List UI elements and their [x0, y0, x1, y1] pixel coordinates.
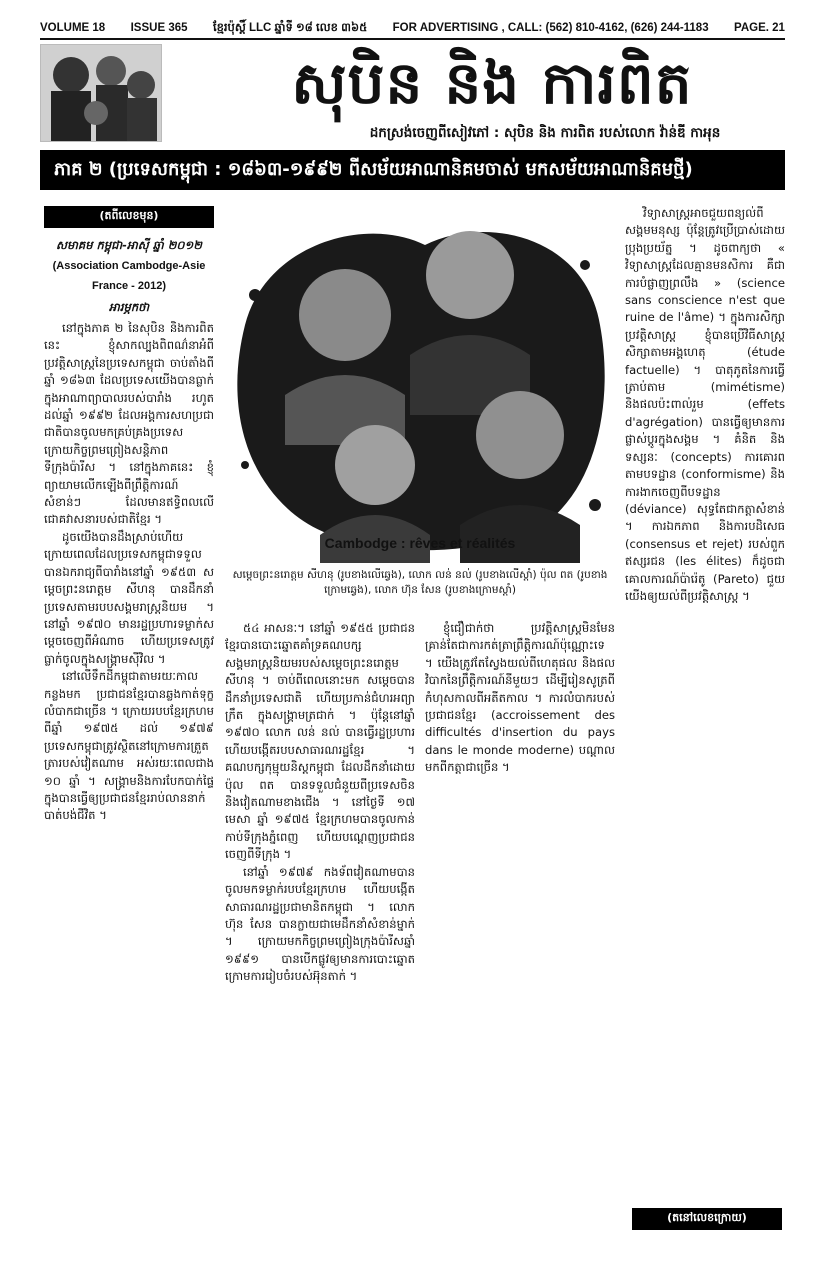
middle-column [225, 620, 415, 1235]
masthead-subtitle: ដកស្រង់ចេញពីសៀវភៅ : សុបិន និង ការពិត របស់លោក វ៉ាន់ឌី កាអុន [369, 125, 721, 141]
continued-from-label: (តពីលេខមុន) [44, 206, 214, 228]
association-fr-line2: France - 2012) [92, 280, 166, 292]
preface-heading: អារម្ភកថា [108, 300, 150, 314]
middle-paragraph: ៥៤ អាសនៈ។ នៅឆ្នាំ ១៩៥៥ ប្រជាជនខ្មែរបានបោះឆ្នោតគាំទ្រគណបក្សសង្គមរាស្ត្រនិយមរបស់សម្តេចព្រះនរោត្តម សីហនុ ។ ចាប់ពីពេលនោះមក សម្តេចបានដឹកនាំប្រទេសជាតិ ហើយប្រកាន់ជំហរអព្យាក្រឹត ក្នុងសង្គ្រាមត្រជាក់ ។ ប៉ុន្តែនៅឆ្នាំ ១៩៧០ លោក លន់ នល់ បានធ្វើរដ្ឋប្រហារ ហើយបង្កើតរបបសាធារណរដ្ឋខ្មែរ ។ គណបក្សកុម្មុយនិស្តកម្ពុជា ដែលដឹកនាំដោយ ប៉ុល ពត បានទទួលជំនួយពីប្រទេសចិន និងវៀតណាមខាងជើង ។ នៅថ្ងៃទី ១៧ មេសា ឆ្នាំ ១៩៧៥ ខ្មែរក្រហមបានចូលកាន់កាប់ទីក្រុងភ្នំពេញ ហើយបណ្តេញប្រជាជនចេញពីទីក្រុង ។ [225, 621, 415, 862]
volume-number: VOLUME 18 [40, 22, 106, 34]
right-column [625, 205, 785, 1200]
portrait-photo-icon [225, 205, 615, 563]
center-lower-column [425, 620, 615, 1235]
right-paragraph: វិទ្យាសាស្ត្រអាចជួយពន្យល់ពីសង្គមមនុស្ស ប៉ុន្តែត្រូវប្រើប្រាស់ដោយប្រុងប្រយ័ត្ន ។ ដូចពាក្យថា « វិទ្យាសាស្ត្រដែលគ្មានមនសិការ គឺជាការបំផ្លាញព្រលឹង » (science sans conscience n'est que ruine de l'âme) ។ ក្នុងការសិក្សាប្រវត្តិសាស្ត្រ ខ្ញុំបានប្រើវិធីសាស្ត្រសិក្សាតាមអង្គហេតុ (étude factuelle) ។ បាតុភូតនៃការធ្វើត្រាប់តាម (mimétisme) និងផលប៉ះពាល់រួម (effets d'agrégation) បានធ្វើឲ្យមានការផ្លាស់ប្តូរក្នុងសង្គម ។ គំនិត និងទស្សនៈ (concepts) ការគោរពតាមបទដ្ឋាន (conformisme) និងការងាកចេញពីបទដ្ឋាន (déviance) សុទ្ធតែជាកត្តាសំខាន់ ។ ការឯកភាព និងការបដិសេធ (consensus et rejet) របស់ពួកឥស្សរជន (les élites) ក៏ដូចជាគោលការណ៍ប៉ារ៉េតូ (Pareto) ជួយយើងឲ្យយល់ពីប្រវត្តិសាស្ត្រ ។ [625, 206, 785, 603]
masthead-title: សុបិន និង ការពិត [291, 48, 693, 117]
feature-photo [225, 205, 615, 563]
left-paragraph: នៅក្នុងភាគ ២ នៃសុបិន និងការពិតនេះ ខ្ញុំសាកល្បងពិពណ៌នាអំពីប្រវត្តិសាស្ត្រនៃប្រទេសកម្ពុជា ចាប់តាំងពីឆ្នាំ ១៨៦៣ ដែលប្រទេសយើងបានធ្លាក់ក្នុងអាណាព្យាបាលរបស់បារាំង រហូតដល់ឆ្នាំ ១៩៩២ ដែលអង្គការសហប្រជាជាតិបានចូលមកគ្រប់គ្រងប្រទេស ក្រោយកិច្ចព្រមព្រៀងសន្តិភាពទីក្រុងប៉ារីស ។ នៅក្នុងភាគនេះ ខ្ញុំព្យាយាមលើកឡើងពីព្រឹត្តិការណ៍សំខាន់ៗ ដែលមានឥទ្ធិពលលើជោគវាសនារបស់ជាតិខ្មែរ ។ [44, 321, 214, 527]
part-banner: ភាគ ២ (ប្រទេសកម្ពុជា : ១៨៦៣-១៩៩២ ពីសម័យអាណានិគមចាស់ មកសម័យអាណានិគមថ្មី) [40, 150, 785, 190]
association-fr-line1: (Association Cambodge-Asie [52, 260, 206, 272]
association-kh: សមាគម កម្ពុជា-អាស៊ី ឆ្នាំ ២០១២ [56, 238, 202, 252]
photo-caption: សម្តេចព្រះនរោត្តម សីហនុ (រូបខាងលើឆ្វេង), លោក លន់ នល់ (រូបខាងលើស្ដាំ) ប៉ុល ពត (រូបខាងក្រោមឆ្វេង), លោក ហ៊ុន សែន (រូបខាងក្រោមស្ដាំ) [232, 569, 608, 596]
advertising-contact: FOR ADVERTISING , CALL: (562) 810-4162, (626) 244-1183 [392, 22, 709, 34]
portrait-collage-icon [41, 45, 161, 141]
middle-paragraph: នៅឆ្នាំ ១៩៧៩ កងទ័ពវៀតណាមបានចូលមកទម្លាក់របបខ្មែរក្រហម ហើយបង្កើតសាធារណរដ្ឋប្រជាមានិតកម្ពុជា ។ លោក ហ៊ុន សែន បានក្លាយជាមេដឹកនាំសំខាន់ម្នាក់ ។ ក្រោយមកកិច្ចព្រមព្រៀងក្រុងប៉ារីសឆ្នាំ ១៩៩១ បានបើកផ្លូវឲ្យមានការបោះឆ្នោតក្រោមការរៀបចំរបស់អ៊ុនតាក់ ។ [225, 864, 415, 984]
page-number: PAGE. 21 [734, 22, 785, 34]
photo-label: Cambodge : rêves et réalités [324, 535, 516, 551]
issue-number: ISSUE 365 [130, 22, 188, 34]
header-bar [40, 18, 785, 40]
paper-name: ខ្មែរប៉ុស្ដិ៍ LLC ឆ្នាំទី ១៨ លេខ ៣៦៥ [212, 21, 368, 34]
continued-next-label: (តនៅលេខក្រោយ) [632, 1208, 782, 1230]
left-paragraph: ដូចយើងបានដឹងស្រាប់ហើយ ក្រោយពេលដែលប្រទេសកម្ពុជាទទួលបានឯករាជ្យពីបារាំងនៅឆ្នាំ ១៩៥៣ សម្តេចព្រះនរោត្តម សីហនុ បានដឹកនាំប្រទេសតាមរបបសង្គមរាស្ត្រនិយម ។ នៅឆ្នាំ ១៩៧០ មានរដ្ឋប្រហារទម្លាក់សម្តេចចេញពីអំណាច ហើយប្រទេសត្រូវធ្លាក់ចូលក្នុងសង្គ្រាមស៊ីវិល ។ [44, 529, 214, 666]
masthead-portrait-collage [40, 44, 162, 142]
center-lower-paragraph: ខ្ញុំជឿជាក់ថា ប្រវត្តិសាស្ត្រមិនមែនគ្រាន់តែជាការកត់ត្រាព្រឹត្តិការណ៍ប៉ុណ្ណោះទេ ។ យើងត្រូវតែស្វែងយល់ពីហេតុផល និងផលវិបាកនៃព្រឹត្តិការណ៍នីមួយៗ ដើម្បីរៀនសូត្រពីកំហុសកាលពីអតីតកាល ។ ការលំបាករបស់ប្រជាជនខ្មែរ (accroissement des difficultés d'insertion du pays dans le monde moderne) បណ្តាលមកពីកត្តាជាច្រើន ។ [425, 621, 615, 775]
left-column [44, 320, 214, 1235]
left-paragraph: នៅលើទឹកដីកម្ពុជាតាមរយៈកាលកន្លងមក ប្រជាជនខ្មែរបានឆ្លងកាត់ទុក្ខលំបាកជាច្រើន ។ ក្រោយរបបខ្មែរក្រហម ពីឆ្នាំ ១៩៧៥ ដល់ ១៩៧៩ ប្រទេសកម្ពុជាត្រូវស្ថិតនៅក្រោមការត្រួតត្រារបស់វៀតណាម អស់រយៈពេលជាង ១០ ឆ្នាំ ។ សង្គ្រាមនិងការបែកបាក់ផ្ទៃក្នុងបានធ្វើឲ្យប្រជាជនខ្មែររាប់លាននាក់បាត់បង់ជីវិត ។ [44, 669, 214, 823]
